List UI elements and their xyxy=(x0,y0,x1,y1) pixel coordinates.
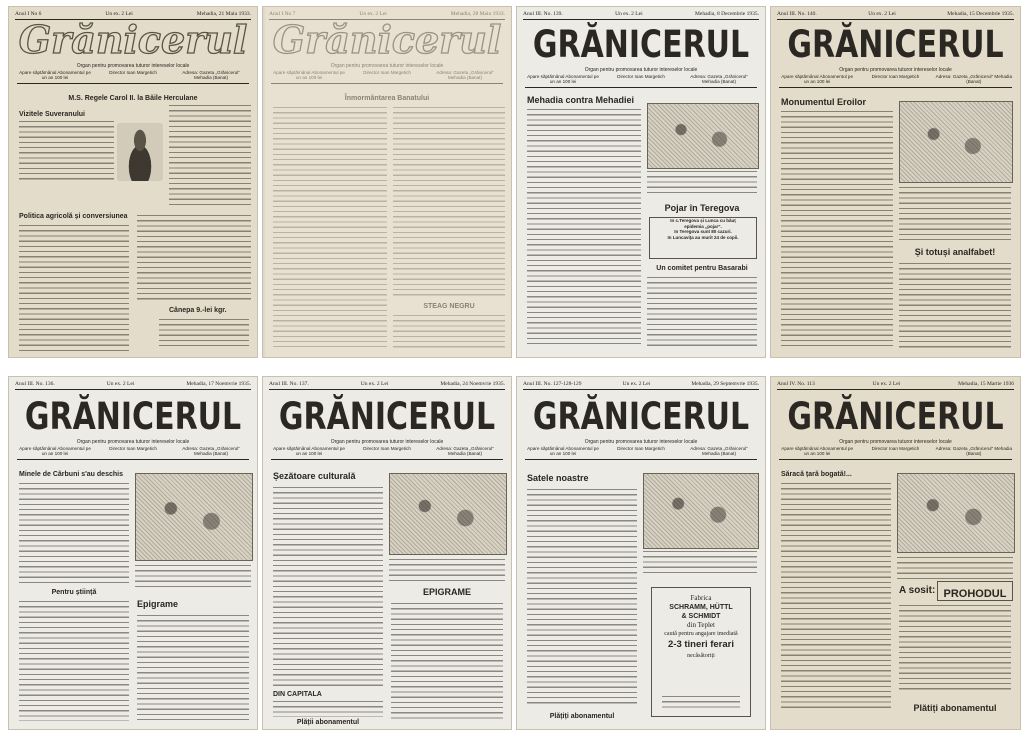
cartoon-illustration xyxy=(899,101,1013,183)
issue-line: Anul I No 6 Un ex. 2 Lei Mehadia, 21 Maiu 1933. xyxy=(15,11,251,20)
issue-line: Anul III. No. 127-128-129 Un ex. 2 Lei Mehadia, 29 Septemvrie 1935. xyxy=(523,381,759,390)
article-text xyxy=(169,105,251,209)
article-text xyxy=(781,483,891,709)
newspaper-page-3 xyxy=(516,6,766,358)
headline-measles: Pojar în Teregova xyxy=(664,203,740,213)
notice-box: In c.Teregova și Lunca cu băuț epidemia „pojar”. In Teregova sunt 80 cazuri. In Luncaviţa au murit 24 de copii. xyxy=(649,217,757,259)
caption-text xyxy=(899,187,1011,241)
issue-line: Anul III. No. 140. Un ex. 2 Lei Mehadia, 15 Decembrie 1935. xyxy=(777,11,1014,20)
headline-main: Înmormântarea Banatului xyxy=(344,95,430,102)
subtitle: Organ pentru promovarea tuturor intereselor locale xyxy=(76,439,190,445)
subtitle: Organ pentru promovarea tuturor intereselor locale xyxy=(76,63,190,69)
subtitle: Organ pentru promovarea tuturor intereselor locale xyxy=(330,439,444,445)
ad-text xyxy=(899,605,1011,691)
article-text xyxy=(393,315,505,351)
headline-committee: Un comitet pentru Basarabi xyxy=(656,265,748,272)
article-text xyxy=(19,483,129,583)
king-portrait xyxy=(117,123,163,181)
newspaper-page-1 xyxy=(8,6,258,358)
info-row: Apare săptămânal Abonamentul pe un an 100 lei Director Ioan Margetich Adresa: Gazeta „Grănicerul” Mehadia (Banat) xyxy=(779,74,1012,88)
headline-science: Pentru știință xyxy=(51,589,97,596)
info-row: Apare săptămânal Abonamentul pe un an 100 lei Director Ioan Margetich Adresa: Gazeta „Grănicerul” Mehadia (Banat) xyxy=(17,70,249,84)
headline-main: Săracă țară bogată!... xyxy=(781,471,852,478)
cartoon-illustration xyxy=(135,473,253,561)
headline-capital: DIN CAPITALA xyxy=(273,691,322,698)
newspaper-page-5 xyxy=(8,376,258,730)
footer-subscribe: Plătiți abonamentul xyxy=(913,703,997,713)
masthead: GRĂNICERUL xyxy=(278,395,496,439)
info-row: Apare săptămânal Abonamentul pe un an 100 lei Director Ioan Margetich Adresa: Gazeta „Grănicerul” Mehadia (Banat) xyxy=(779,446,1012,460)
headline-illiterate: Și totuși analfabet! xyxy=(914,247,996,257)
ad-arrived: A sosit: xyxy=(899,585,936,596)
info-row: Apare săptămânal Abonamentul pe un an 100 lei Director Ioan Margetich Adresa: Gazeta „Grănicerul” Mehadia (Banat) xyxy=(525,74,757,88)
job-ad-box: Fabrica SCHRAMM, HÜTTL & SCHMIDT din Teplet caută pentru angajare imediată 2-3 tineri ferari necăsătoriți xyxy=(651,587,751,717)
headline-main: Satele noastre xyxy=(527,473,589,483)
masthead: GRĂNICERUL xyxy=(532,395,750,439)
article-text xyxy=(19,225,129,353)
article-text xyxy=(19,121,114,181)
headline-main: Mehadia contra Mehadiei xyxy=(527,95,635,105)
article-text xyxy=(393,107,505,297)
info-row: Apare săptămânal Abonamentul pe un an 100 lei Director Ioan Margetich Adresa: Gazeta „Grănicerul” Mehadia (Banat) xyxy=(17,446,249,460)
cartoon-illustration xyxy=(647,103,759,169)
ad-hemp: Cânepa 9.-lei kgr. xyxy=(169,307,227,314)
footer-note: STEAG NEGRU xyxy=(423,303,475,310)
caption-text xyxy=(643,551,757,573)
headline-main: M.S. Regele Carol II. la Băile Herculane xyxy=(68,95,198,102)
masthead: Grănicerul xyxy=(272,17,502,62)
headline-secondary: Vizitele Suveranului xyxy=(19,111,86,118)
cartoon-illustration xyxy=(643,473,759,549)
masthead: GRĂNICERUL xyxy=(24,395,242,439)
caption-text xyxy=(647,171,757,193)
footer-subscribe: Plății abonamentul xyxy=(296,719,360,726)
ad-text xyxy=(159,319,249,349)
info-row: Apare săptămânal Abonamentul pe un an 100 lei Director Ioan Margetich Adresa: Gazeta „Grănicerul” Mehadia (Banat) xyxy=(525,446,757,460)
headline-politics: Politica agricolă și conversiunea xyxy=(19,213,128,220)
headline-main: Monumentul Eroilor xyxy=(781,97,866,107)
issue-line: Anul III. No. 139. Un ex. 2 Lei Mehadia, 8 Decembrie 1935. xyxy=(523,11,759,20)
masthead: Grănicerul xyxy=(18,17,248,62)
subtitle: Organ pentru promovarea tuturor intereselor locale xyxy=(839,67,952,73)
article-text xyxy=(273,701,383,717)
subtitle: Organ pentru promovarea tuturor intereselor locale xyxy=(584,67,698,73)
article-text xyxy=(273,107,387,347)
cartoon-illustration xyxy=(389,473,507,555)
newspaper-page-7 xyxy=(516,376,766,730)
article-text xyxy=(527,489,637,707)
poem-text xyxy=(391,603,503,721)
article-text xyxy=(137,215,251,301)
article-text xyxy=(899,263,1011,349)
headline-main: Minele de Cărbuni s'au deschis xyxy=(19,471,123,478)
newspaper-page-2 xyxy=(262,6,512,358)
footer-subscribe: Plățiți abonamentul xyxy=(549,713,615,720)
subtitle: Organ pentru promovarea tuturor intereselor locale xyxy=(839,439,952,445)
newspaper-page-8 xyxy=(770,376,1021,730)
article-text xyxy=(647,277,757,349)
caption-text xyxy=(135,565,251,591)
article-text xyxy=(781,111,893,349)
headline-epigrams: Epigrame xyxy=(137,599,179,609)
newspaper-page-6 xyxy=(262,376,512,730)
issue-line: Anul IV. No. 113 Un ex. 2 Lei Mehadia, 15 Martie 1936 xyxy=(777,381,1014,390)
subtitle: Organ pentru promovarea tuturor intereselor locale xyxy=(330,63,444,69)
caption-text xyxy=(897,557,1013,579)
caption-text xyxy=(389,559,505,581)
article-text xyxy=(19,601,129,721)
headline-epigrams: EPIGRAME xyxy=(422,587,471,597)
poem-text xyxy=(137,615,249,721)
masthead: GRĂNICERUL xyxy=(532,23,750,67)
cartoon-illustration xyxy=(897,473,1015,553)
headline-main: Șezătoare culturală xyxy=(273,471,356,481)
masthead: GRĂNICERUL xyxy=(787,23,1004,67)
ad-prohodul-box: PROHODUL xyxy=(937,581,1013,601)
info-row: Apare săptămânal Abonamentul pe un an 100 lei Director Ioan Margetich Adresa: Gazeta „Grănicerul” Mehadia (Banat) xyxy=(271,70,503,84)
ad-text xyxy=(662,696,740,710)
issue-line: Anul III. No. 136. Un ex. 2 Lei Mehadia, 17 Noemvrie 1935. xyxy=(15,381,251,390)
info-row: Apare săptămânal Abonamentul pe un an 100 lei Director Ioan Margetich Adresa: Gazeta „Grănicerul” Mehadia (Banat) xyxy=(271,446,503,460)
issue-line: Anul III. No. 137. Un ex. 2 Lei Mehadia, 24 Noemvrie 1935. xyxy=(269,381,505,390)
newspaper-page-4 xyxy=(770,6,1021,358)
article-text xyxy=(273,487,383,687)
article-text xyxy=(527,109,641,347)
issue-line: Anul I No 7 Un ex. 2 Lei Mehadia, 28 Maiu 1933. xyxy=(269,11,505,20)
subtitle: Organ pentru promovarea tuturor intereselor locale xyxy=(584,439,698,445)
masthead: GRĂNICERUL xyxy=(787,395,1004,439)
